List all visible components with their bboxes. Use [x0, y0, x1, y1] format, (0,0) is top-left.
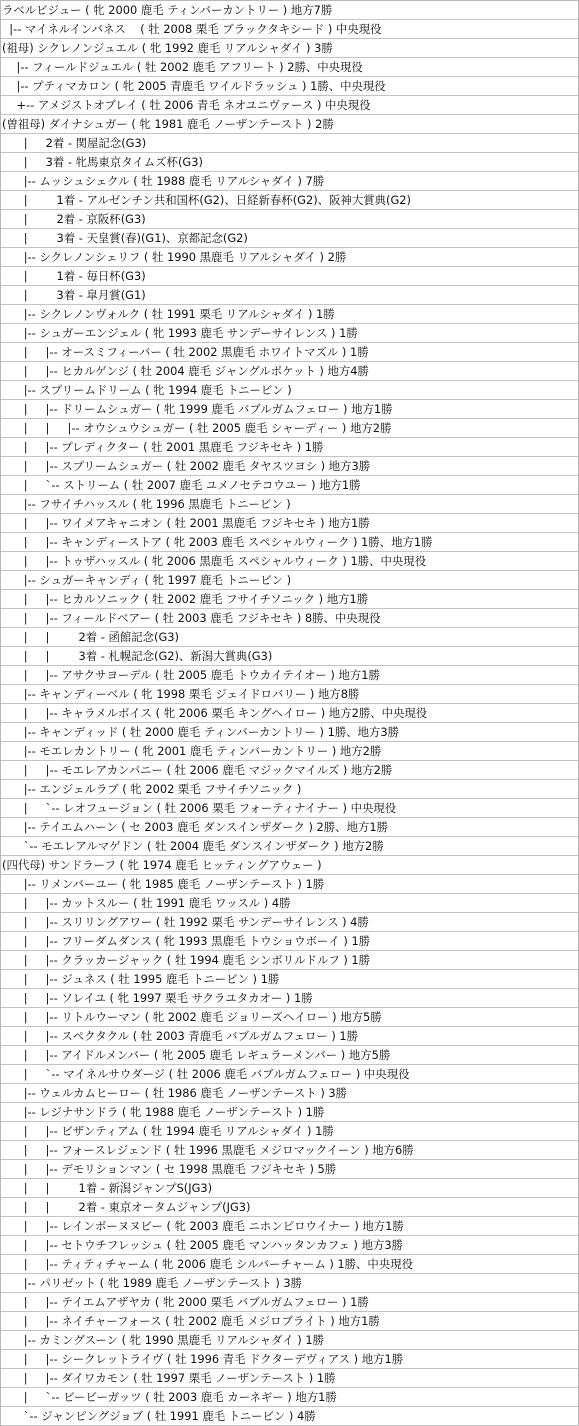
pedigree-row: | |-- クラッカージャック ( 牡 1994 鹿毛 シンボリルドルフ ) 1勝 [1, 951, 579, 970]
pedigree-row: (祖母) シクレノンジュエル ( 牝 1992 鹿毛 リアルシャダイ ) 3勝 [1, 39, 579, 58]
pedigree-row: (四代母) サンドラーフ ( 牝 1974 鹿毛 ヒッティングアウェー ) [1, 856, 579, 875]
pedigree-row: |-- ウェルカムヒーロー ( 牡 1986 鹿毛 ノーザンテースト ) 3勝 [1, 1084, 579, 1103]
pedigree-row: | |-- リトルウーマン ( 牝 2002 鹿毛 ジョリーズヘイロー ) 地方5勝 [1, 1008, 579, 1027]
pedigree-row: | |-- プレディクター ( 牡 2001 黒鹿毛 フジキセキ ) 1勝 [1, 438, 579, 457]
pedigree-row: | |-- ダイワカモン ( 牡 1997 栗毛 ノーザンテースト ) 1勝 [1, 1369, 579, 1388]
pedigree-row: | | |-- オウシュウシュガー ( 牡 2005 鹿毛 シャーディー ) 地方2勝 [1, 419, 579, 438]
pedigree-row: | `-- ビービーガッツ ( 牡 2003 鹿毛 カーネギー ) 地方1勝 [1, 1388, 579, 1407]
pedigree-row: | |-- デモリションマン ( セ 1998 黒鹿毛 フジキセキ ) 5勝 [1, 1160, 579, 1179]
pedigree-row: |-- プティマカロン ( 牝 2005 青鹿毛 ワイルドラッシュ ) 1勝、中央現役 [1, 77, 579, 96]
pedigree-row: | |-- フィールドベアー ( 牡 2003 鹿毛 フジキセキ ) 8勝、中央現役 [1, 609, 579, 628]
pedigree-row: | `-- ストリーム ( 牡 2007 鹿毛 ユメノセテコウユー ) 地方1勝 [1, 476, 579, 495]
pedigree-row: |-- キャンディーベル ( 牝 1998 栗毛 ジェイドロバリー ) 地方8勝 [1, 685, 579, 704]
pedigree-row: | |-- キャンディーストア ( 牝 2003 鹿毛 スペシャルウィーク ) 1勝、地方1勝 [1, 533, 579, 552]
pedigree-row: | |-- モエレアカンパニー ( 牡 2006 鹿毛 マジックマイルズ ) 地方2勝 [1, 761, 579, 780]
pedigree-row: +-- アメジストオブレイ ( 牡 2006 青毛 ネオユニヴァース ) 中央現役 [1, 96, 579, 115]
pedigree-row: | |-- シークレットライヴ ( 牡 1996 青毛 ドクターデヴィアス ) 地方1勝 [1, 1350, 579, 1369]
pedigree-row: |-- レジナサンドラ ( 牝 1988 鹿毛 ノーザンテースト ) 1勝 [1, 1103, 579, 1122]
pedigree-row: | |-- テイエムアザヤカ ( 牝 2000 栗毛 バブルガムフェロー ) 1勝 [1, 1293, 579, 1312]
pedigree-row: `-- モエレアルマゲドン ( 牡 2004 鹿毛 ダンスインザダーク ) 地方2勝 [1, 837, 579, 856]
pedigree-row: | 1着 - 毎日杯(G3) [1, 267, 579, 286]
pedigree-row: | |-- ソレイユ ( 牝 1997 栗毛 サクラユタカオー ) 1勝 [1, 989, 579, 1008]
pedigree-row: |-- パリゼット ( 牝 1989 鹿毛 ノーザンテースト ) 3勝 [1, 1274, 579, 1293]
pedigree-row: |-- フィールドジュエル ( 牡 2002 鹿毛 アフリート ) 2勝、中央現役 [1, 58, 579, 77]
pedigree-row: |-- フサイチハッスル ( 牝 1996 黒鹿毛 トニービン ) [1, 495, 579, 514]
pedigree-row: |-- エンジェルラブ ( 牝 2002 栗毛 フサイチソニック ) [1, 780, 579, 799]
pedigree-row: | `-- レオフュージョン ( 牡 2006 栗毛 フォーティナイナー ) 中央現役 [1, 799, 579, 818]
pedigree-row: | |-- ヒカルゲンジ ( 牡 2004 鹿毛 ジャングルポケット ) 地方4勝 [1, 362, 579, 381]
pedigree-row: | |-- ティティチャーム ( 牝 2006 鹿毛 シルバーチャーム ) 1勝、中央現役 [1, 1255, 579, 1274]
pedigree-row: | 3着 - 天皇賞(春)(G1)、京都記念(G2) [1, 229, 579, 248]
pedigree-row: |-- シクレノンヴォルク ( 牡 1991 栗毛 リアルシャダイ ) 1勝 [1, 305, 579, 324]
pedigree-row: |-- シクレノンシェリフ ( 牡 1990 黒鹿毛 リアルシャダイ ) 2勝 [1, 248, 579, 267]
pedigree-row: |-- ムッシュシェクル ( 牡 1988 鹿毛 リアルシャダイ ) 7勝 [1, 172, 579, 191]
pedigree-row: (曽祖母) ダイナシュガー ( 牝 1981 鹿毛 ノーザンテースト ) 2勝 [1, 115, 579, 134]
pedigree-row: | | 1着 - 新潟ジャンプS(JG3) [1, 1179, 579, 1198]
pedigree-row: | |-- ジュネス ( 牡 1995 鹿毛 トニービン ) 1勝 [1, 970, 579, 989]
pedigree-row: | |-- アイドルメンバー ( 牝 2005 鹿毛 レギュラーメンバー ) 地方5勝 [1, 1046, 579, 1065]
pedigree-row: | | 2着 - 函館記念(G3) [1, 628, 579, 647]
pedigree-row: ラベルビジュー ( 牝 2000 鹿毛 ティンバーカントリー ) 地方7勝 [1, 1, 579, 20]
pedigree-row: | |-- アサクサヨーデル ( 牡 2005 鹿毛 トウカイテイオー ) 地方1勝 [1, 666, 579, 685]
pedigree-row: | |-- フォースレジェンド ( 牡 1996 黒鹿毛 メジロマックイーン ) 地方6勝 [1, 1141, 579, 1160]
pedigree-row: | | 2着 - 東京オータムジャンプ(JG3) [1, 1198, 579, 1217]
pedigree-row: | |-- ワイメアキャニオン ( 牡 2001 黒鹿毛 フジキセキ ) 地方1勝 [1, 514, 579, 533]
pedigree-row: | |-- トゥザハッスル ( 牝 2006 黒鹿毛 スペシャルウィーク ) 1勝、中央現役 [1, 552, 579, 571]
pedigree-row: | 2着 - 京阪杯(G3) [1, 210, 579, 229]
pedigree-row: | |-- スペクタクル ( 牡 2003 青鹿毛 バブルガムフェロー ) 1勝 [1, 1027, 579, 1046]
pedigree-row: | |-- オースミフィーバー ( 牡 2002 黒鹿毛 ホワイトマズル ) 1勝 [1, 343, 579, 362]
pedigree-row: `-- ジャンピングジョブ ( 牡 1991 鹿毛 トニービン ) 4勝 [1, 1407, 579, 1426]
pedigree-row: |-- テイエムハーン ( セ 2003 鹿毛 ダンスインザダーク ) 2勝、地方1勝 [1, 818, 579, 837]
pedigree-row: |-- カミングスーン ( 牝 1990 黒鹿毛 リアルシャダイ ) 1勝 [1, 1331, 579, 1350]
pedigree-row: | 2着 - 関屋記念(G3) [1, 134, 579, 153]
pedigree-row: | |-- スプリームシュガー ( 牡 2002 鹿毛 タヤスツヨシ ) 地方3勝 [1, 457, 579, 476]
pedigree-row: | |-- スリリングアワー ( 牡 1992 栗毛 サンデーサイレンス ) 4勝 [1, 913, 579, 932]
pedigree-row: | |-- レインボーヌヌビー ( 牝 2003 鹿毛 ニホンピロウイナー ) 地方1勝 [1, 1217, 579, 1236]
pedigree-row: |-- スプリームドリーム ( 牝 1994 鹿毛 トニービン ) [1, 381, 579, 400]
pedigree-row: |-- モエレカントリー ( 牝 2001 鹿毛 ティンバーカントリー ) 地方2勝 [1, 742, 579, 761]
pedigree-row: |-- シュガーキャンディ ( 牝 1997 鹿毛 トニービン ) [1, 571, 579, 590]
pedigree-row: | | 3着 - 札幌記念(G2)、新潟大賞典(G3) [1, 647, 579, 666]
pedigree-row: | |-- ドリームシュガー ( 牝 1999 鹿毛 バブルガムフェロー ) 地方1勝 [1, 400, 579, 419]
pedigree-row: | 1着 - アルゼンチン共和国杯(G2)、日経新春杯(G2)、阪神大賞典(G2) [1, 191, 579, 210]
pedigree-row: |-- シュガーエンジェル ( 牝 1993 鹿毛 サンデーサイレンス ) 1勝 [1, 324, 579, 343]
pedigree-row: | |-- カットスルー ( 牡 1991 鹿毛 ワッスル ) 4勝 [1, 894, 579, 913]
pedigree-row: | |-- キャラメルボイス ( 牝 2006 栗毛 キングヘイロー ) 地方2勝、中央現役 [1, 704, 579, 723]
pedigree-row: | 3着 - 皐月賞(G1) [1, 286, 579, 305]
pedigree-row: | 3着 - 牝馬東京タイムズ杯(G3) [1, 153, 579, 172]
pedigree-row: |-- リメンバーユー ( 牝 1985 鹿毛 ノーザンテースト ) 1勝 [1, 875, 579, 894]
pedigree-row: | |-- ヒカルソニック ( 牡 2002 鹿毛 フサイチソニック ) 地方1勝 [1, 590, 579, 609]
pedigree-row: | `-- マイネルサウダージ ( 牡 2006 鹿毛 バブルガムフェロー ) 中央現役 [1, 1065, 579, 1084]
pedigree-row: | |-- フリーダムダンス ( 牝 1993 黒鹿毛 トウショウボーイ ) 1勝 [1, 932, 579, 951]
pedigree-row: |-- キャンディッド ( 牡 2000 鹿毛 ティンバーカントリー ) 1勝、地方3勝 [1, 723, 579, 742]
pedigree-row: | |-- ビザンティアム ( 牡 1994 鹿毛 リアルシャダイ ) 1勝 [1, 1122, 579, 1141]
pedigree-row: |-- マイネルインバネス ( 牡 2008 栗毛 ブラックタキシード ) 中央現役 [1, 20, 579, 39]
pedigree-row: | |-- セトウチフレッシュ ( 牡 2005 鹿毛 マンハッタンカフェ ) 地方3勝 [1, 1236, 579, 1255]
pedigree-row: | |-- ネイチャーフォース ( 牡 2002 鹿毛 メジロブライト ) 地方1勝 [1, 1312, 579, 1331]
